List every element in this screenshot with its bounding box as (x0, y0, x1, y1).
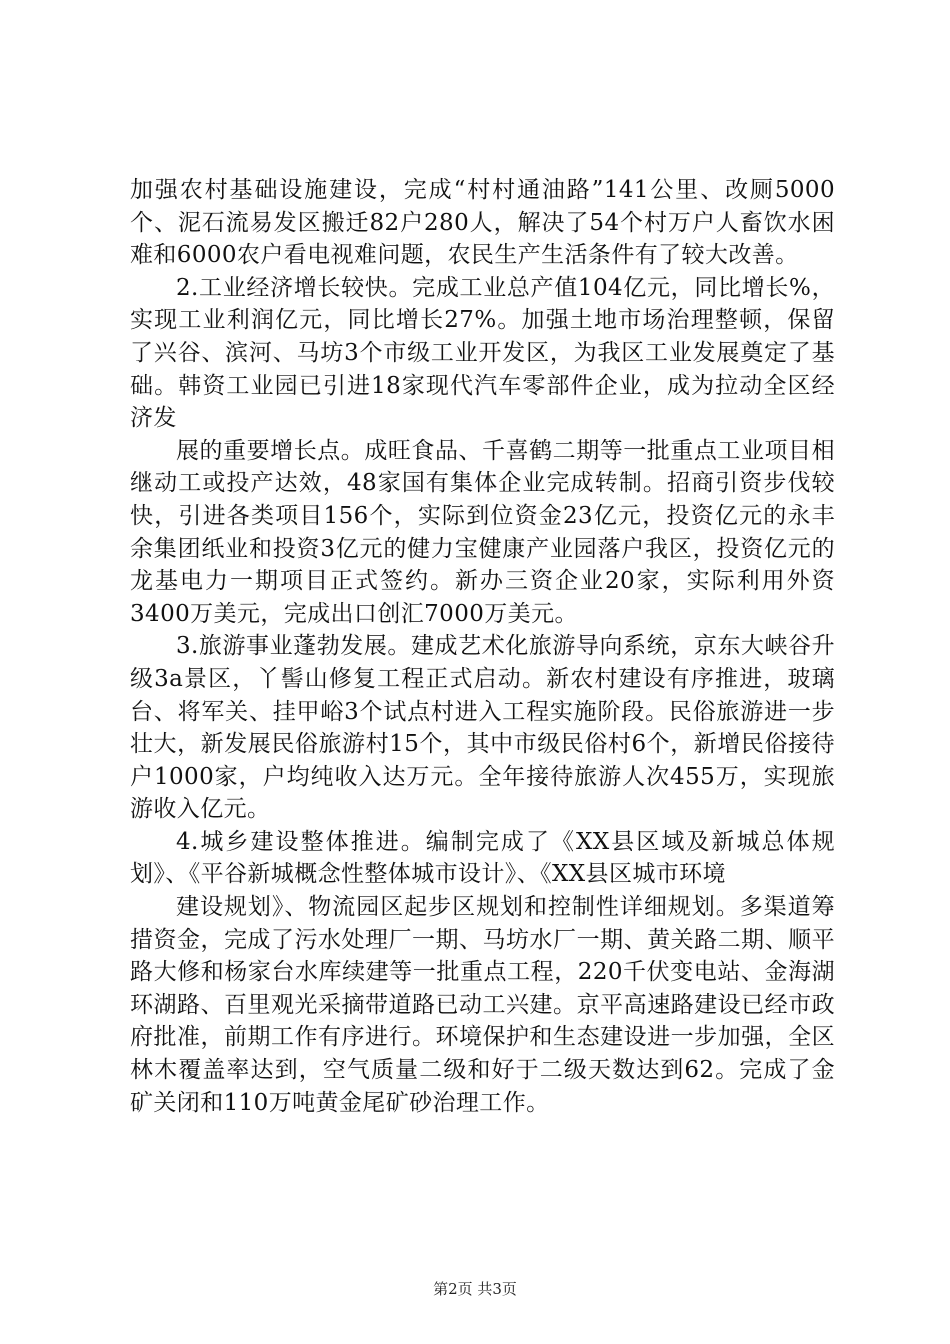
paragraph-1: 加强农村基础设施建设，完成“村村通油路”141公里、改厕5000个、泥石流易发区搬迁82户280人，解决了54个村万户人畜饮水困难和6000农户看电视难问题，农民生产生活条件有了较大改善。 (130, 177, 835, 269)
document-body (130, 174, 835, 1119)
page-number-footer: 第2页 共3页 (433, 1280, 517, 1298)
paragraph-4: 3.旅游事业蓬勃发展。建成艺术化旅游导向系统，京东大峡谷升级3a景区，丫髻山修复工程正式启动。新农村建设有序推进，玻璃台、将军关、挂甲峪3个试点村进入工程实施阶段。民俗旅游进一步壮大，新发展民俗旅游村15个，其中市级民俗村6个，新增民俗接待户1000家，户均纯收入达万元。全年接待旅游人次455万，实现旅游收入亿元。 (130, 633, 835, 823)
paragraph-3: 展的重要增长点。成旺食品、千喜鹤二期等一批重点工业项目相继动工或投产达效，48家国有集体企业完成转制。招商引资步伐较快，引进各类项目156个，实际到位资金23亿元，投资亿元的永丰余集团纸业和投资3亿元的健力宝健康产业园落户我区，投资亿元的龙基电力一期项目正式签约。新办三资企业20家，实际利用外资3400万美元，完成出口创汇7000万美元。 (130, 437, 835, 627)
paragraph-5: 4.城乡建设整体推进。编制完成了《XX县区域及新城总体规划》、《平谷新城概念性整体城市设计》、《XX县区城市环境 (130, 828, 835, 888)
paragraph-6: 建设规划》、物流园区起步区规划和控制性详细规划。多渠道筹措资金，完成了污水处理厂一期、马坊水厂一期、黄关路二期、顺平路大修和杨家台水库续建等一批重点工程，220千伏变电站、金海湖环湖路、百里观光采摘带道路已动工兴建。京平高速路建设已经市政府批准，前期工作有序进行。环境保护和生态建设进一步加强，全区林木覆盖率达到，空气质量二级和好于二级天数达到62。完成了金矿关闭和110万吨黄金尾矿砂治理工作。 (130, 894, 835, 1116)
paragraph-2: 2.工业经济增长较快。完成工业总产值104亿元，同比增长%，实现工业利润亿元，同比增长27%。加强土地市场治理整顿，保留了兴谷、滨河、马坊3个市级工业开发区，为我区工业发展奠定了基础。韩资工业园已引进18家现代汽车零部件企业，成为拉动全区经济发 (130, 274, 835, 432)
